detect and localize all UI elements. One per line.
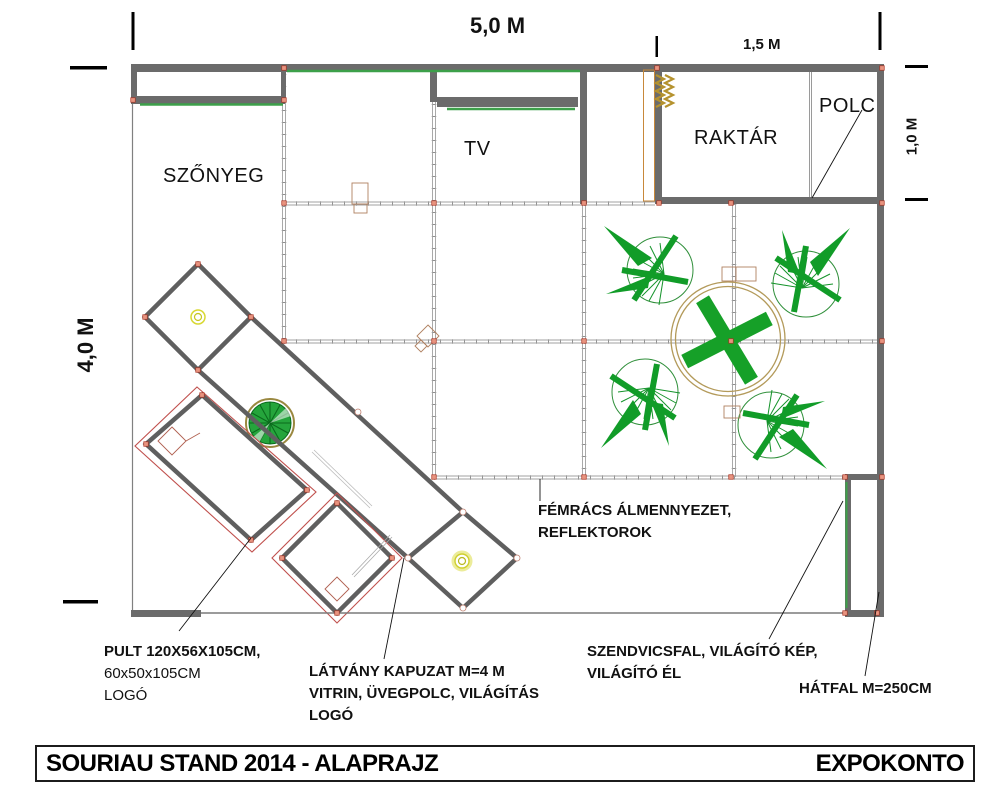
gateway-corridor-lower [198, 370, 408, 558]
title-bar-company: EXPOKONTO [815, 749, 964, 777]
central-plant [671, 282, 785, 396]
display-diamond [272, 493, 402, 623]
leader-polc [812, 110, 862, 198]
leader-pult [179, 538, 251, 631]
shelf-divider [810, 68, 812, 197]
wall-tv-right [580, 64, 587, 204]
room-label-shelf: POLC [819, 95, 876, 117]
light-markers [191, 310, 471, 570]
dim-left-label: 4,0 M [73, 317, 98, 373]
annotation-back-wall: HÁTFAL M=250CM [799, 680, 932, 697]
title-bar [35, 745, 975, 782]
room-label-carpet: SZŐNYEG [163, 165, 265, 187]
leader-hatfal [865, 592, 879, 676]
title-bar-project: SOURIAU STAND 2014 - ALAPRAJZ [46, 749, 439, 777]
leader-szendvicsfal [769, 501, 843, 639]
wall-tv-stub [430, 64, 437, 102]
wall-closet [135, 96, 285, 104]
palm-plant-4 [738, 390, 827, 469]
storage-door-panel [644, 70, 655, 201]
plants-area [352, 183, 850, 469]
dim-top-right-label: 1,5 M [743, 36, 781, 53]
palm-plant-3 [601, 359, 680, 448]
palm-plant-1 [604, 226, 693, 305]
annotation-gateway: LÁTVÁNY KAPUZAT M=4 M VITRIN, ÜVEGPOLC, VILÁGÍTÁS LOGÓ [309, 663, 540, 724]
annotation-sandwich-wall: SZENDVICSFAL, VILÁGÍTÓ KÉP, VILÁGÍTÓ ÉL [587, 643, 818, 682]
gateway-bottom-diamond [408, 512, 517, 608]
gateway-top-diamond [145, 264, 251, 370]
annotation-counter: PULT 120X56X105CM, 60x50x105CM LOGÓ [104, 643, 261, 704]
room-label-storage: RAKTÁR [694, 127, 779, 149]
wall-tv [437, 97, 578, 107]
annotation-ceiling: FÉMRÁCS ÁLMENNYEZET, REFLEKTOROK [538, 502, 732, 541]
wall-storage-bottom [655, 197, 884, 204]
equipment-symbols [352, 183, 756, 418]
room-label-tv: TV [464, 138, 491, 160]
palm-plant-2 [771, 228, 850, 317]
dim-right-label: 1,0 M [903, 117, 921, 156]
dim-top-label: 5,0 M [470, 13, 526, 38]
